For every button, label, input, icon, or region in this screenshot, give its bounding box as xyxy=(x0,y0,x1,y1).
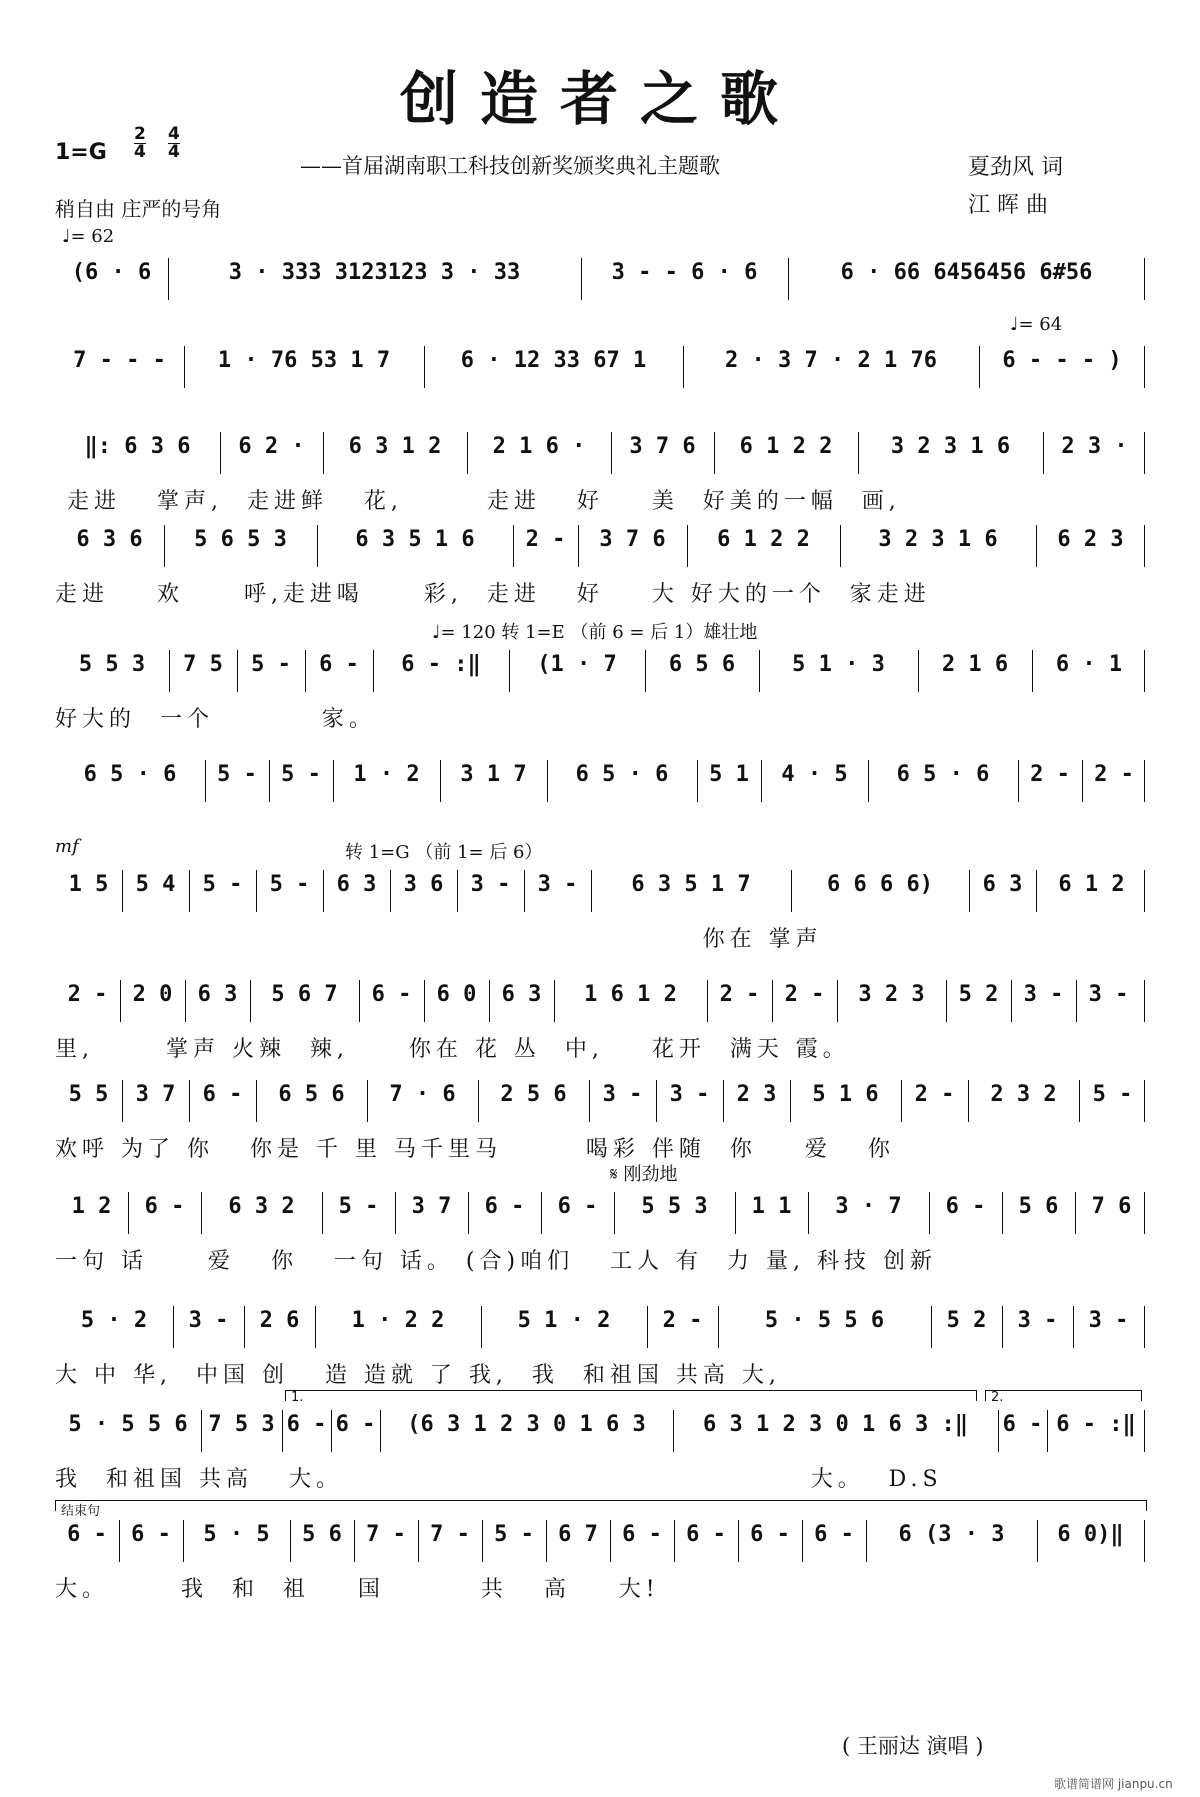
tempo-annotation: 转 1=G （前 1= 后 6） xyxy=(345,842,543,863)
measure: 5 - xyxy=(269,872,310,897)
measure: (6 · 6 xyxy=(71,260,152,285)
measure: 3 7 6 xyxy=(629,434,696,459)
lyric-line: 欢呼 为了 你 你是 千 里 马千里马 喝彩 伴随 你 爱 你 xyxy=(55,1137,895,1162)
measure: 5 6 7 xyxy=(271,982,338,1007)
measure: ‖: 6 3 6 xyxy=(84,434,191,459)
performer-credit: ( 王丽达 演唱 ) xyxy=(842,1734,984,1758)
measure: 6 0)‖ xyxy=(1057,1522,1124,1547)
measure: 6 3 1 2 3 0 1 6 3 :‖ xyxy=(703,1412,968,1437)
measure: 5 1 xyxy=(709,762,749,787)
measure: 1 1 xyxy=(751,1194,792,1219)
lyric-line: 里, 掌声 火辣 辣, 你在 花 丛 中, 花开 满天 霞。 xyxy=(55,1037,850,1062)
measure: 5 2 xyxy=(958,982,999,1007)
measure: 2 - xyxy=(1030,762,1070,787)
notation-line xyxy=(55,1520,1145,1564)
measure: 6 6 6 6) xyxy=(827,872,933,897)
measure: 6 - xyxy=(131,1522,171,1547)
measure: 2 1 6 · xyxy=(492,434,586,459)
measure: 5 - xyxy=(494,1522,534,1547)
lyric-line: 一句 话 爱 你 一句 话。 (合)咱们 工人 有 力 量, 科技 创新 xyxy=(55,1249,938,1274)
tempo-annotation: ♩= 120 转 1=E （前 6 = 后 1）雄壮地 xyxy=(432,622,758,643)
measure: 6 · 66 6456456 6#56 xyxy=(840,260,1093,285)
measure: 6 - xyxy=(286,1412,327,1437)
bar-line xyxy=(1144,1192,1145,1234)
measure: 5 · 5 5 6 xyxy=(764,1308,885,1333)
bar-line xyxy=(1144,760,1145,802)
measure: 5 - xyxy=(251,652,291,677)
measure: 5 1 · 2 xyxy=(517,1308,611,1333)
subtitle: ——首届湖南职工科技创新奖颁奖典礼主题歌 xyxy=(300,154,720,178)
measure: 6 - xyxy=(686,1522,726,1547)
lyric-line: 大 中 华, 中国 创 造 造就 了 我, 我 和祖国 共高 大, xyxy=(55,1363,781,1388)
measure: 3 7 6 xyxy=(599,527,666,552)
measure: 5 4 xyxy=(135,872,176,897)
measure: 2 6 xyxy=(259,1308,300,1333)
measure: 5 2 xyxy=(946,1308,987,1333)
ending-bracket xyxy=(55,1500,1147,1519)
measure: 3 2 3 xyxy=(858,982,925,1007)
measure: (6 3 1 2 3 0 1 6 3 xyxy=(407,1412,646,1437)
measure: (1 · 7 xyxy=(537,652,617,677)
measure: 1 · 76 53 1 7 xyxy=(217,348,391,373)
measure: 6 7 xyxy=(558,1522,598,1547)
measure: 6 1 2 2 xyxy=(717,527,810,552)
measure: 5 1 6 xyxy=(812,1082,879,1107)
bar-line xyxy=(1144,258,1145,300)
measure: 5 · 5 5 6 xyxy=(68,1412,188,1437)
lyric-line: 你在 掌声 xyxy=(55,927,823,952)
measure: 2 3 xyxy=(736,1082,777,1107)
measure: 3 - xyxy=(470,872,511,897)
notation-line xyxy=(55,870,1145,914)
bar-line xyxy=(1144,870,1145,912)
measure: 6 (3 · 3 xyxy=(898,1522,1005,1547)
measure: 3 1 7 xyxy=(460,762,527,787)
measure: 2 3 2 xyxy=(990,1082,1057,1107)
composer-credit: 江 晖 曲 xyxy=(968,193,1048,218)
dynamic-marking: mf xyxy=(55,836,79,857)
measure: 6 3 xyxy=(982,872,1023,897)
measure: 6 - xyxy=(484,1194,525,1219)
measure: 5 5 xyxy=(68,1082,109,1107)
measure: 2 - xyxy=(67,982,108,1007)
bar-line xyxy=(1144,1306,1145,1348)
bar-line xyxy=(1144,346,1145,388)
measure: 6 3 xyxy=(197,982,238,1007)
measure: 6 5 6 xyxy=(278,1082,345,1107)
measure: 5 · 5 xyxy=(203,1522,270,1547)
measure: 2 5 6 xyxy=(500,1082,567,1107)
measure: 7 - - - xyxy=(73,348,166,373)
notation-line xyxy=(55,650,1145,694)
bar-line xyxy=(1144,1080,1145,1122)
volta-label: 2. xyxy=(991,1390,1004,1405)
measure: 1 · 2 xyxy=(353,762,420,787)
ending-label: 结束句 xyxy=(61,1504,101,1519)
measure: 6 2 3 xyxy=(1057,527,1124,552)
time-signature-2-4: $\frac{2}{4}$ xyxy=(134,124,146,162)
notation-line xyxy=(55,1192,1145,1236)
measure: 6 5 · 6 xyxy=(896,762,990,787)
measure: 6 - xyxy=(144,1194,185,1219)
tempo-annotation: ♩= 62 xyxy=(62,226,115,247)
bar-line xyxy=(1144,432,1145,474)
bar-line xyxy=(1144,980,1145,1022)
measure: 7 - xyxy=(366,1522,406,1547)
measure: 6 - xyxy=(945,1194,986,1219)
measure: 3 2 3 1 6 xyxy=(890,434,1011,459)
measure: 6 - :‖ xyxy=(1056,1412,1136,1437)
measure: 6 2 · xyxy=(238,434,305,459)
notation-line xyxy=(55,432,1145,476)
measure: 2 3 · xyxy=(1061,434,1128,459)
notation-line xyxy=(55,760,1145,804)
measure: 3 - - 6 · 6 xyxy=(611,260,758,285)
measure: 3 - xyxy=(1023,982,1064,1007)
measure: 6 5 · 6 xyxy=(575,762,669,787)
measure: 2 - xyxy=(719,982,760,1007)
measure: 5 1 · 3 xyxy=(792,652,885,677)
measure: 6 - xyxy=(750,1522,790,1547)
measure: 6 3 1 2 xyxy=(348,434,442,459)
measure: 7 6 xyxy=(1091,1194,1132,1219)
notation-line xyxy=(55,980,1145,1024)
measure: 3 2 3 1 6 xyxy=(878,527,998,552)
volta-label: 1. xyxy=(291,1390,304,1405)
measure: 5 - xyxy=(281,762,321,787)
measure: 7 - xyxy=(430,1522,470,1547)
measure: 3 - xyxy=(1017,1308,1058,1333)
measure: 5 6 5 3 xyxy=(194,527,287,552)
measure: 5 · 2 xyxy=(80,1308,148,1333)
measure: 6 3 5 1 7 xyxy=(631,872,751,897)
notation-line xyxy=(55,525,1145,569)
notation-line xyxy=(55,346,1145,390)
measure: 6 - xyxy=(371,982,412,1007)
measure: 6 3 xyxy=(336,872,377,897)
volta-first xyxy=(285,1390,977,1405)
measure: 6 1 2 2 xyxy=(739,434,833,459)
measure: 3 · 7 xyxy=(835,1194,902,1219)
lyric-line: 大。 我 和 祖 国 共 高 大! xyxy=(55,1577,660,1602)
measure: 6 3 xyxy=(501,982,542,1007)
measure: 5 5 3 xyxy=(641,1194,708,1219)
measure: 5 5 3 xyxy=(78,652,146,677)
lyric-line: 走进 欢 呼,走进喝 彩, 走进 好 大 好大的一个 家走进 xyxy=(55,582,931,607)
lyricist-credit: 夏劲风 词 xyxy=(968,155,1063,180)
measure: 5 6 xyxy=(1018,1194,1059,1219)
measure: 2 · 3 7 · 2 1 76 xyxy=(725,348,937,373)
notation-line xyxy=(55,258,1145,302)
measure: 1 5 xyxy=(68,872,109,897)
measure: 3 6 xyxy=(403,872,444,897)
measure: 2 - xyxy=(525,527,566,552)
measure: 1 · 2 2 xyxy=(351,1308,445,1333)
measure: 6 · 12 33 67 1 xyxy=(460,348,647,373)
time-signature-4-4: $\frac{4}{4}$ xyxy=(168,124,180,162)
measure: 3 · 333 3123123 3 · 33 xyxy=(228,260,521,285)
measure: 6 · 1 xyxy=(1055,652,1123,677)
measure: 6 5 6 xyxy=(668,652,736,677)
bar-line xyxy=(1144,1520,1145,1562)
measure: 6 1 2 xyxy=(1058,872,1125,897)
notation-line xyxy=(55,1410,1145,1454)
measure: 3 - xyxy=(669,1082,710,1107)
lyric-line: 走进 掌声, 走进鲜 花, 走进 好 美 好美的一幅 画, xyxy=(55,489,901,514)
bar-line xyxy=(1144,525,1145,567)
measure: 5 6 xyxy=(302,1522,342,1547)
measure: 6 3 5 1 6 xyxy=(355,527,475,552)
measure: 6 - xyxy=(335,1412,376,1437)
volta-second xyxy=(985,1390,1142,1405)
page-title: 创造者之歌 xyxy=(399,65,800,133)
measure: 6 - xyxy=(557,1194,598,1219)
measure: 6 - :‖ xyxy=(401,652,481,677)
measure: 6 5 · 6 xyxy=(83,762,177,787)
measure: 3 - xyxy=(1088,1308,1129,1333)
watermark: 歌谱简谱网 jianpu.cn xyxy=(1054,1777,1173,1791)
measure: 6 - - - ) xyxy=(1002,348,1122,373)
key-signature: 1=G xyxy=(55,140,107,165)
lyric-line: 我 和祖国 共高 大。 大。 D.S xyxy=(55,1467,943,1492)
measure: 7 5 xyxy=(183,652,223,677)
measure: 5 - xyxy=(202,872,243,897)
measure: 5 - xyxy=(217,762,257,787)
measure: 2 - xyxy=(662,1308,703,1333)
measure: 6 - xyxy=(1002,1412,1043,1437)
notation-line xyxy=(55,1080,1145,1124)
measure: 4 · 5 xyxy=(781,762,848,787)
measure: 5 - xyxy=(1092,1082,1133,1107)
measure: 1 6 1 2 xyxy=(584,982,677,1007)
measure: 7 · 6 xyxy=(389,1082,456,1107)
measure: 3 - xyxy=(1088,982,1129,1007)
measure: 1 2 xyxy=(71,1194,112,1219)
measure: 6 - xyxy=(202,1082,243,1107)
expression-marking: 稍自由 庄严的号角 xyxy=(55,197,222,221)
measure: 2 1 6 xyxy=(941,652,1009,677)
measure: 3 7 xyxy=(411,1194,452,1219)
measure: 6 0 xyxy=(436,982,477,1007)
measure: 2 0 xyxy=(132,982,173,1007)
measure: 2 - xyxy=(914,1082,955,1107)
measure: 7 5 3 xyxy=(208,1412,275,1437)
tempo-annotation: ♩= 64 xyxy=(1010,314,1063,335)
measure: 6 3 6 xyxy=(76,527,143,552)
tempo-annotation: 𝄋 刚劲地 xyxy=(610,1164,678,1185)
measure: 6 - xyxy=(622,1522,662,1547)
measure: 6 - xyxy=(319,652,359,677)
lyric-line: 好大的 一个 家。 xyxy=(55,707,376,732)
notation-line xyxy=(55,1306,1145,1350)
measure: 3 - xyxy=(537,872,578,897)
measure: 3 - xyxy=(188,1308,229,1333)
measure: 2 - xyxy=(1094,762,1134,787)
measure: 6 - xyxy=(67,1522,107,1547)
measure: 3 7 xyxy=(135,1082,176,1107)
measure: 3 - xyxy=(602,1082,643,1107)
bar-line xyxy=(1144,650,1145,692)
bar-line xyxy=(1144,1410,1145,1452)
measure: 6 - xyxy=(814,1522,854,1547)
measure: 6 3 2 xyxy=(228,1194,295,1219)
measure: 2 - xyxy=(784,982,825,1007)
measure: 5 - xyxy=(338,1194,379,1219)
